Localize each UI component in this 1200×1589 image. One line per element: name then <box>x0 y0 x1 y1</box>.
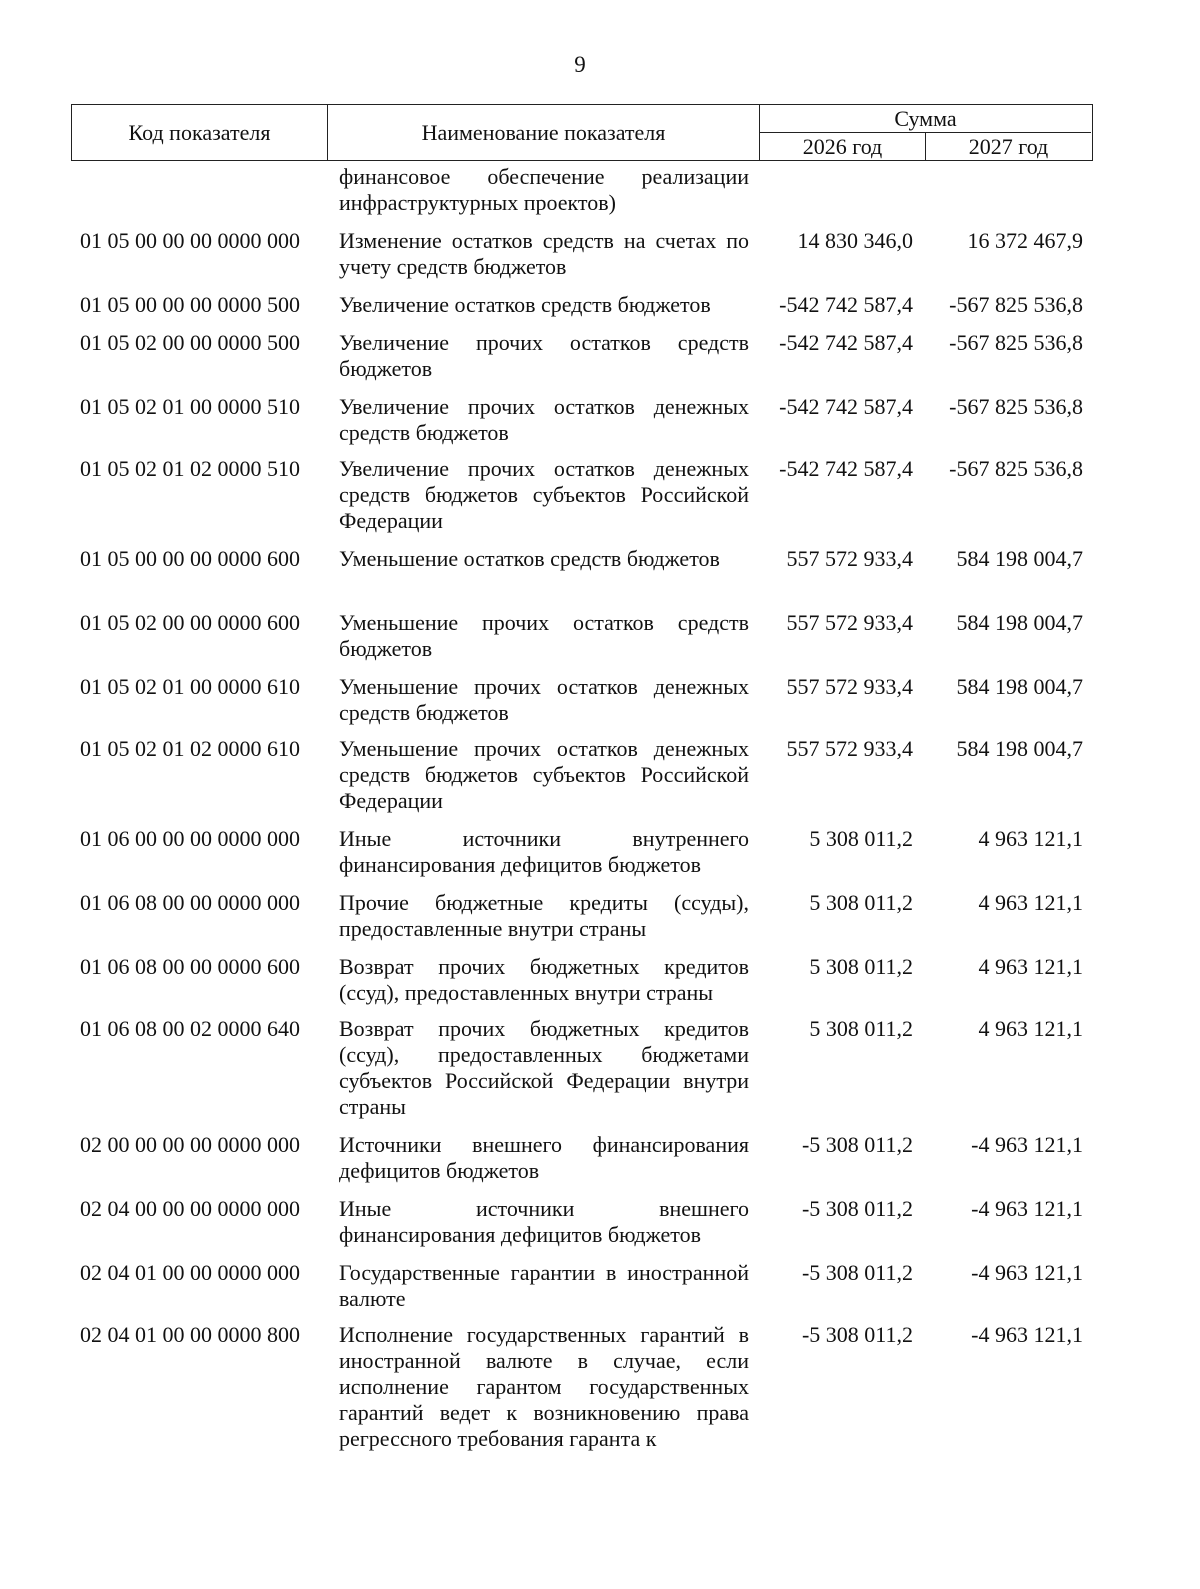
row-code: 01 05 02 00 00 0000 500 <box>80 330 300 355</box>
row-name: Изменение остатков средств на счетах по учету средств бюджетов <box>339 228 749 279</box>
table-row <box>0 1260 1200 1312</box>
row-value-2027: -567 825 536,8 <box>949 456 1083 481</box>
row-name: Увеличение прочих остатков денежных средств бюджетов субъектов Российской Федерации <box>339 456 749 533</box>
table-row <box>0 826 1200 878</box>
row-value-2027: 584 198 004,7 <box>956 610 1083 635</box>
row-code: 01 06 00 00 00 0000 000 <box>80 826 300 851</box>
row-name: Уменьшение прочих остатков средств бюджетов <box>339 610 749 661</box>
row-code: 02 04 01 00 00 0000 800 <box>80 1322 300 1347</box>
row-code: 02 04 01 00 00 0000 000 <box>80 1260 300 1285</box>
table-row <box>0 674 1200 726</box>
table-row <box>0 1132 1200 1184</box>
row-name: Увеличение прочих остатков средств бюджетов <box>339 330 749 381</box>
row-value-2027: -4 963 121,1 <box>971 1196 1083 1221</box>
table-row <box>0 1196 1200 1248</box>
row-code: 01 05 02 01 02 0000 510 <box>80 456 300 481</box>
row-value-2027: 4 963 121,1 <box>978 1016 1083 1041</box>
row-code: 01 06 08 00 02 0000 640 <box>80 1016 300 1041</box>
table-row <box>0 1322 1200 1452</box>
row-value-2027: 584 198 004,7 <box>956 546 1083 571</box>
table-row <box>0 164 1200 216</box>
row-value-2026: -542 742 587,4 <box>779 292 913 317</box>
table-row <box>0 330 1200 382</box>
row-value-2026: -542 742 587,4 <box>779 330 913 355</box>
row-value-2026: -542 742 587,4 <box>779 394 913 419</box>
page-number: 9 <box>574 52 586 77</box>
row-name: Возврат прочих бюджетных кредитов (ссуд), предоставленных внутри страны <box>339 954 749 1005</box>
row-value-2026: 557 572 933,4 <box>786 736 913 761</box>
row-value-2027: 16 372 467,9 <box>967 228 1083 253</box>
row-name: Уменьшение прочих остатков денежных средств бюджетов субъектов Российской Федерации <box>339 736 749 813</box>
row-name: Иные источники внешнего финансирования дефицитов бюджетов <box>339 1196 749 1247</box>
table-row <box>0 954 1200 1006</box>
row-name: Уменьшение остатков средств бюджетов <box>339 546 720 571</box>
row-name: Увеличение остатков средств бюджетов <box>339 292 711 317</box>
row-value-2026: -5 308 011,2 <box>801 1260 913 1285</box>
row-code: 01 06 08 00 00 0000 000 <box>80 890 300 915</box>
row-code: 01 05 02 01 02 0000 610 <box>80 736 300 761</box>
row-value-2026: 557 572 933,4 <box>786 546 913 571</box>
header-name: Наименование показателя <box>328 105 760 160</box>
row-value-2027: -567 825 536,8 <box>949 394 1083 419</box>
row-name: финансовое обеспечение реализации инфраструктурных проектов) <box>339 164 749 215</box>
header-year-2027: 2027 год <box>968 133 1049 159</box>
table-row <box>0 228 1200 280</box>
header-sum: Сумма <box>760 105 1091 133</box>
table-row <box>0 456 1200 534</box>
header-code: Код показателя <box>72 105 328 160</box>
row-code: 01 05 02 01 00 0000 510 <box>80 394 300 419</box>
row-value-2026: -5 308 011,2 <box>801 1132 913 1157</box>
row-name: Иные источники внутреннего финансирования дефицитов бюджетов <box>339 826 749 877</box>
row-code: 01 05 02 00 00 0000 600 <box>80 610 300 635</box>
table-row <box>0 292 1200 318</box>
row-name: Государственные гарантии в иностранной валюте <box>339 1260 749 1311</box>
row-value-2026: -542 742 587,4 <box>779 456 913 481</box>
header-year-2026: 2026 год <box>760 133 926 160</box>
row-value-2027: 4 963 121,1 <box>978 954 1083 979</box>
row-value-2027: 4 963 121,1 <box>978 890 1083 915</box>
row-value-2026: 14 830 346,0 <box>797 228 913 253</box>
row-name: Прочие бюджетные кредиты (ссуды), предоставленные внутри страны <box>339 890 749 941</box>
row-value-2027: -4 963 121,1 <box>971 1260 1083 1285</box>
row-code: 01 06 08 00 00 0000 600 <box>80 954 300 979</box>
row-code: 01 05 00 00 00 0000 500 <box>80 292 300 317</box>
row-name: Уменьшение прочих остатков денежных средств бюджетов <box>339 674 749 725</box>
table-row <box>0 736 1200 814</box>
row-code: 02 04 00 00 00 0000 000 <box>80 1196 300 1221</box>
row-value-2027: -567 825 536,8 <box>949 330 1083 355</box>
row-value-2027: 584 198 004,7 <box>956 674 1083 699</box>
row-value-2026: -5 308 011,2 <box>801 1322 913 1347</box>
row-value-2026: 5 308 011,2 <box>809 890 913 915</box>
table-row <box>0 394 1200 446</box>
row-value-2027: -4 963 121,1 <box>971 1322 1083 1347</box>
row-value-2026: 5 308 011,2 <box>809 1016 913 1041</box>
row-name: Увеличение прочих остатков денежных средств бюджетов <box>339 394 749 445</box>
table-row <box>0 890 1200 942</box>
row-name: Исполнение государственных гарантий в иностранной валюте в случае, если исполнение гарантом государственных гарантий ведет к возникновению права регрессного требования гаранта к <box>339 1322 749 1451</box>
row-code: 02 00 00 00 00 0000 000 <box>80 1132 300 1157</box>
row-value-2026: 557 572 933,4 <box>786 610 913 635</box>
row-value-2027: 584 198 004,7 <box>956 736 1083 761</box>
row-code: 01 05 00 00 00 0000 600 <box>80 546 300 571</box>
row-value-2027: 4 963 121,1 <box>978 826 1083 851</box>
row-value-2027: -567 825 536,8 <box>949 292 1083 317</box>
table-row <box>0 1016 1200 1120</box>
row-code: 01 05 00 00 00 0000 000 <box>80 228 300 253</box>
table-row <box>0 610 1200 662</box>
row-value-2026: 557 572 933,4 <box>786 674 913 699</box>
table-header <box>71 104 1093 161</box>
row-name: Источники внешнего финансирования дефицитов бюджетов <box>339 1132 749 1183</box>
row-value-2026: 5 308 011,2 <box>809 954 913 979</box>
row-code: 01 05 02 01 00 0000 610 <box>80 674 300 699</box>
row-value-2026: 5 308 011,2 <box>809 826 913 851</box>
row-name: Возврат прочих бюджетных кредитов (ссуд), предоставленных бюджетами субъектов Российской Федерации внутри страны <box>339 1016 749 1119</box>
row-value-2027: -4 963 121,1 <box>971 1132 1083 1157</box>
table-row <box>0 546 1200 572</box>
row-value-2026: -5 308 011,2 <box>801 1196 913 1221</box>
